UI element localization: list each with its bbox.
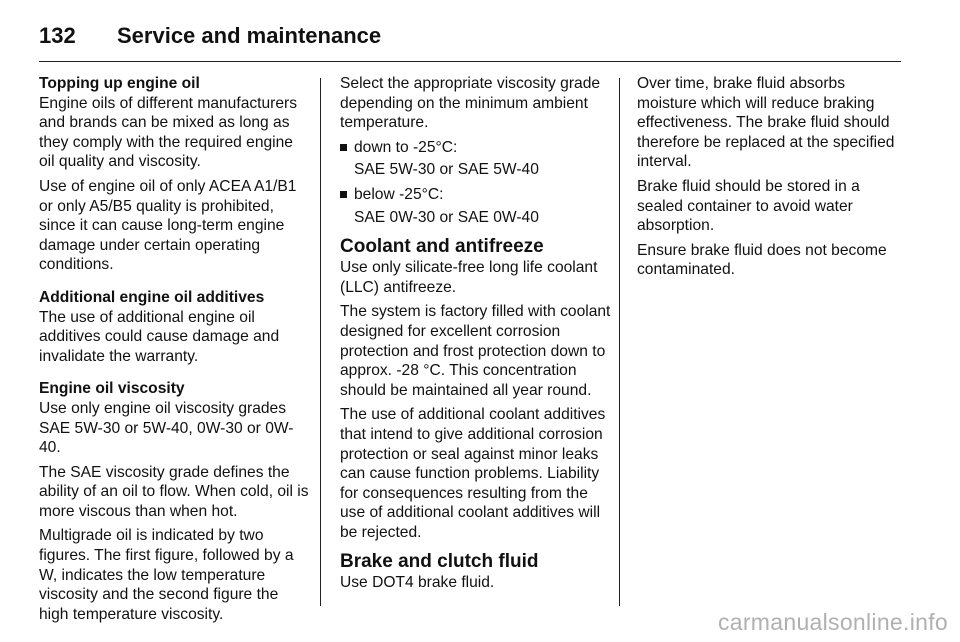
page-number: 132 bbox=[39, 23, 76, 48]
header-rule bbox=[39, 61, 901, 62]
column-left bbox=[39, 74, 311, 629]
brake-paragraph-4: Ensure brake fluid does not become contaminated. bbox=[637, 241, 887, 279]
additives-paragraph: The use of additional engine oil additives could cause damage and invalidate the warranty. bbox=[39, 308, 280, 365]
brake-paragraph-3: Brake fluid should be stored in a sealed container to avoid water absorption. bbox=[637, 177, 860, 235]
bullet-item-2 bbox=[340, 185, 612, 205]
brake-paragraph-2: Over time, brake fluid absorbs moisture which will reduce braking effectiveness. The brake fluid should therefore be replaced at the specified interval. bbox=[637, 75, 895, 171]
viscosity-paragraph-2: The SAE viscosity grade defines the ability of an oil to flow. When cold, oil is more viscous than when hot. bbox=[39, 463, 309, 520]
bullet-2-value: SAE 0W-30 or SAE 0W-40 bbox=[354, 208, 539, 226]
bullet-1-value: SAE 5W-30 or SAE 5W-40 bbox=[354, 161, 539, 179]
topping-paragraph-1: Engine oils of different manufacturers and brands can be mixed as long as they comply with the required engine oil quality and viscosity. bbox=[39, 94, 298, 171]
topping-paragraph-2: Use of engine oil of only ACEA A1/B1 or only A5/B5 quality is prohibited, since it can cause long-term engine damage under certain operating conditions. bbox=[39, 177, 297, 274]
bullet-1-label: down to -25°C: bbox=[354, 138, 458, 156]
viscosity-section bbox=[39, 379, 311, 624]
column-right bbox=[637, 74, 909, 285]
topping-section bbox=[39, 74, 311, 275]
column-middle bbox=[340, 74, 612, 598]
viscosity-paragraph-3: Multigrade oil is indicated by two figures. The first figure, followed by a W, indicates the low temperature viscosity and the second figure the high temperature viscosity. bbox=[39, 527, 294, 623]
watermark: carmanualsonline.info bbox=[717, 609, 948, 635]
viscosity-paragraph-1: Use only engine oil viscosity grades SAE 5W-30 or 5W-40, 0W-30 or 0W-40. bbox=[39, 399, 294, 457]
additives-heading: Additional engine oil additives bbox=[39, 288, 265, 306]
bullet-square-icon bbox=[340, 191, 347, 198]
coolant-paragraph-1: Use only silicate-free long life coolant (LLC) antifreeze. bbox=[340, 259, 598, 296]
bullet-square-icon bbox=[340, 144, 347, 151]
brake-heading: Brake and clutch fluid bbox=[340, 551, 539, 573]
column-divider-2 bbox=[619, 78, 620, 606]
brake-paragraph-1: Use DOT4 brake fluid. bbox=[340, 574, 495, 592]
coolant-paragraph-2: The system is factory filled with coolant designed for excellent corrosion protection and frost protection down to approx. -28 °C. This concentration should be maintained all year round. bbox=[340, 303, 611, 399]
bullet-2-label: below -25°C: bbox=[354, 185, 444, 203]
viscosity-heading: Engine oil viscosity bbox=[39, 380, 185, 398]
viscosity-intro: Select the appropriate viscosity grade depending on the minimum ambient temperature. bbox=[340, 75, 601, 132]
coolant-paragraph-3: The use of additional coolant additives that intend to give additional corrosion protection or seal against minor leaks can cause function problems. Liability for consequences resulting from the use of additional coolant additives will be rejected. bbox=[340, 406, 606, 541]
additives-section bbox=[39, 288, 311, 366]
topping-heading: Topping up engine oil bbox=[39, 75, 200, 92]
bullet-item-1 bbox=[340, 138, 612, 158]
column-divider-1 bbox=[320, 78, 321, 606]
page-header bbox=[39, 16, 381, 56]
page-title: Service and maintenance bbox=[117, 23, 382, 48]
coolant-heading: Coolant and antifreeze bbox=[340, 236, 544, 258]
